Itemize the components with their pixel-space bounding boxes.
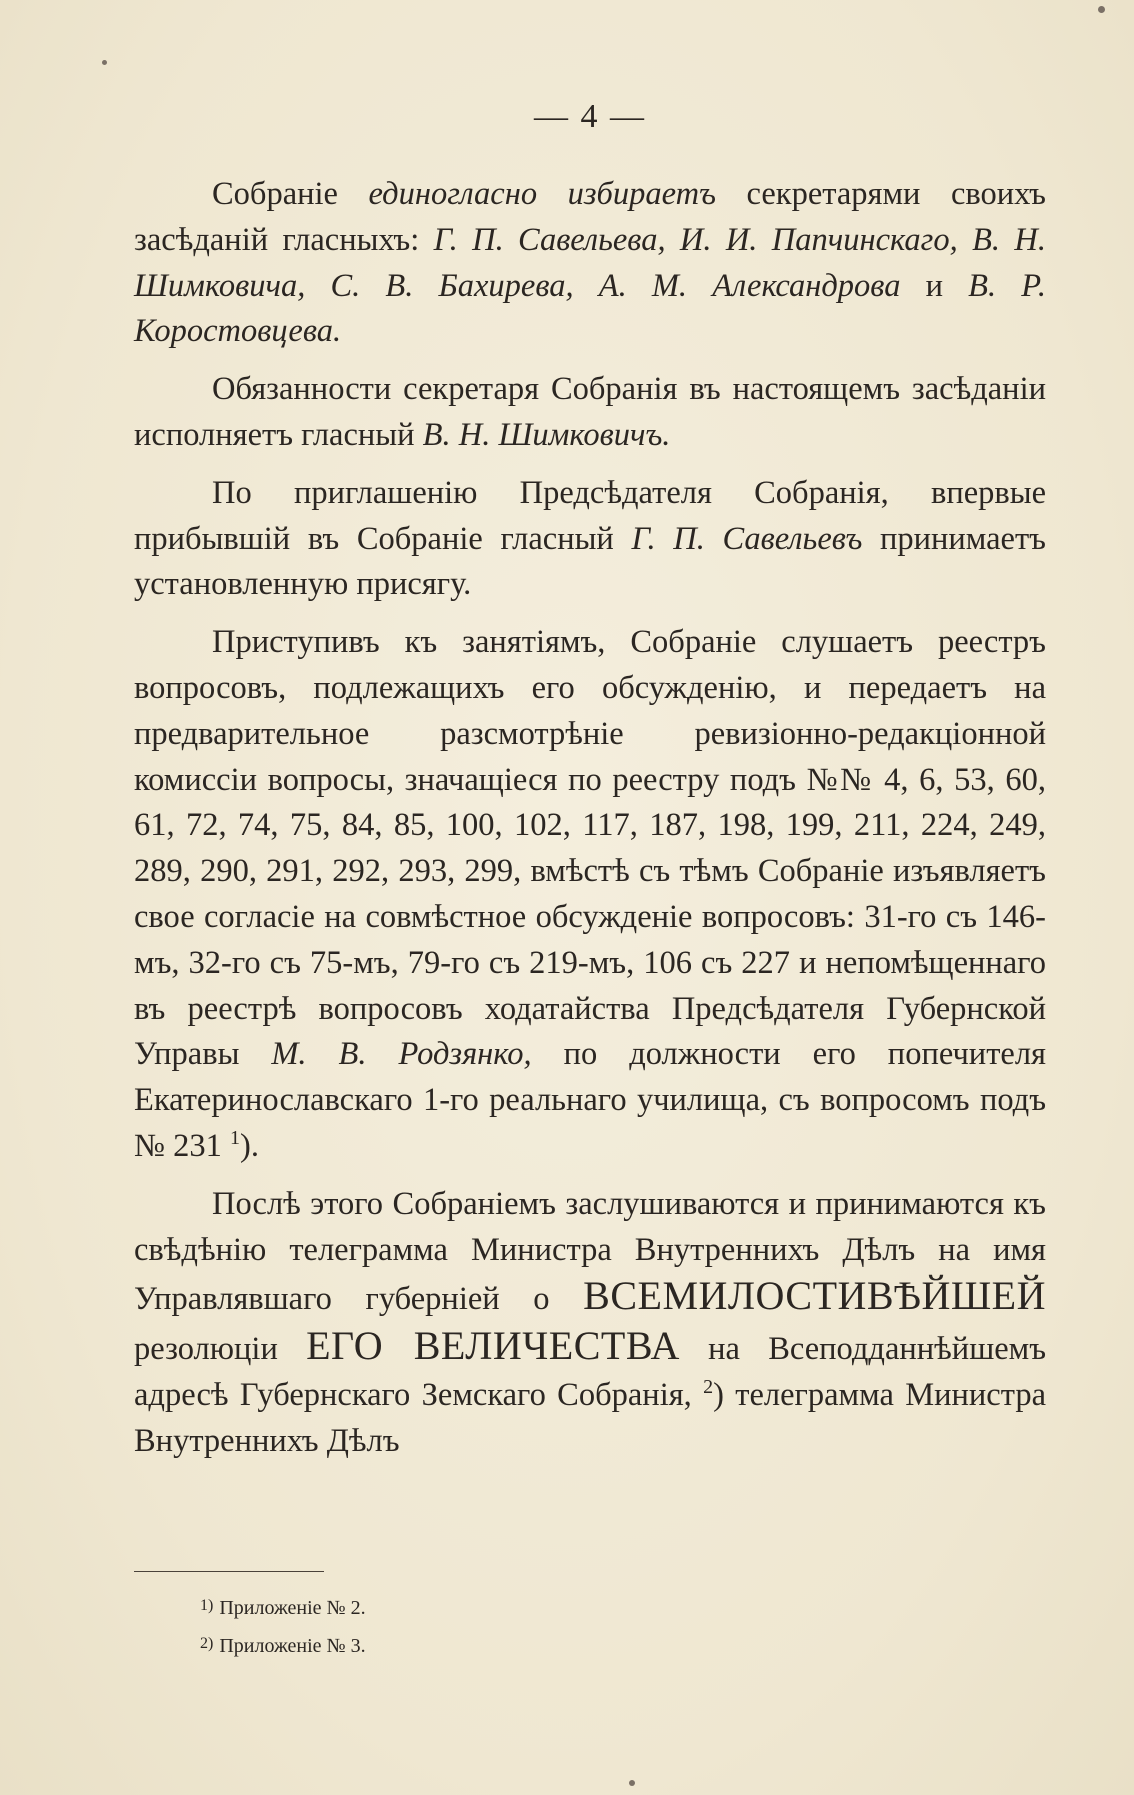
paper-speck: [102, 60, 107, 65]
text-run: Обязанности секретаря Собранія въ настоящемъ засѣданіи исполняетъ гласный: [134, 371, 1046, 453]
footnote-mark: 2): [200, 1635, 214, 1652]
text-run: Собраніе: [212, 176, 369, 212]
body-text: [134, 172, 1046, 1465]
paper-speck: [629, 1780, 635, 1786]
text-run: По приглашенію Предсѣдателя Собранія, впервые прибывшій въ Собраніе гласный: [134, 474, 1046, 557]
text-run: Послѣ этого Собраніемъ заслушиваются и принимаются къ свѣдѣнію телеграмма Министра Внутреннихъ Дѣлъ на имя Управлявшаго губерніей о: [134, 1185, 1046, 1318]
paragraph-telegrams: [134, 1182, 1046, 1465]
footnote-text: Приложеніе № 3.: [219, 1635, 366, 1657]
text-run: Приступивъ къ занятіямъ, Собраніе слушаетъ реестръ вопросовъ, подлежащихъ его обсужденію, и передаетъ на предварительное разсмотрѣніе ревизіонно-редакціонной комиссіи вопросы, значащіеся по реестру подъ №№ 4, 6, 53, 60, 61, 72, 74, 75, 84, 85, 100, 102, 117, 187, 198, 199, 211, 224, 249, 289, 290, 291, 292, 293, 299, вмѣстѣ съ тѣмъ Собраніе изъявляетъ свое согласіе на совмѣстное обсужденіе вопросовъ: 31-го съ 146-мъ, 32-го съ 75-мъ, 79-го съ 219-мъ, 106 съ 227 и непомѣщеннаго въ реестрѣ вопросовъ ходатайства Предсѣдателя Губернской Управы: [134, 624, 1046, 1073]
text-run: ).: [240, 1127, 259, 1164]
page-number: — 4 —: [534, 98, 646, 135]
text-run: на Всеподданнѣйшемъ адресѣ Губернскаго Земскаго Собранія,: [134, 1331, 1047, 1413]
names-run: Г. П. Савельевъ: [631, 520, 863, 557]
footnote-ref: 2: [703, 1375, 714, 1398]
footnotes: [200, 1588, 366, 1664]
caps-run: ЕГО ВЕЛИЧЕСТВА: [306, 1323, 680, 1369]
names-run: М. В. Родзянко,: [271, 1036, 532, 1073]
text-run: резолюціи: [134, 1331, 307, 1368]
paragraph-secretaries: [134, 172, 1046, 355]
footnote-divider: [134, 1571, 324, 1572]
names-run: В. Н. Шимковичъ.: [422, 416, 671, 453]
footnote-ref: 1: [230, 1126, 241, 1149]
caps-run: ВСЕМИЛОСТИВѢЙШЕЙ: [583, 1273, 1046, 1319]
paper-speck: [1098, 6, 1105, 13]
text-run: по должности его попечителя Екатеринославскаго 1-го реальнаго училища, съ вопросомъ подъ № 231: [134, 1036, 1046, 1164]
text-run: и: [900, 267, 969, 304]
paragraph-oath: [134, 471, 1046, 608]
paragraph-secretary-duties: [134, 367, 1046, 459]
footnote-2: [200, 1626, 366, 1664]
footnote-1: [200, 1588, 366, 1626]
footnote-mark: 1): [200, 1597, 214, 1614]
text-run: принимаетъ установленную присягу.: [134, 520, 1046, 603]
paragraph-agenda: [134, 620, 1046, 1170]
text-run: ) телеграмма Министра Внутреннихъ Дѣлъ: [134, 1376, 1046, 1459]
emphasis-run: единогласно избираетъ: [368, 176, 716, 212]
footnote-text: Приложеніе № 2.: [219, 1597, 366, 1619]
names-run: В. Р. Коростовцева.: [134, 267, 1046, 350]
names-run: Г. П. Савельева, И. И. Папчинскаго, В. Н. Шимковича, С. В. Бахирева, А. М. Александрова: [134, 221, 1046, 304]
text-run: секретарями своихъ засѣданій гласныхъ:: [134, 176, 1046, 258]
